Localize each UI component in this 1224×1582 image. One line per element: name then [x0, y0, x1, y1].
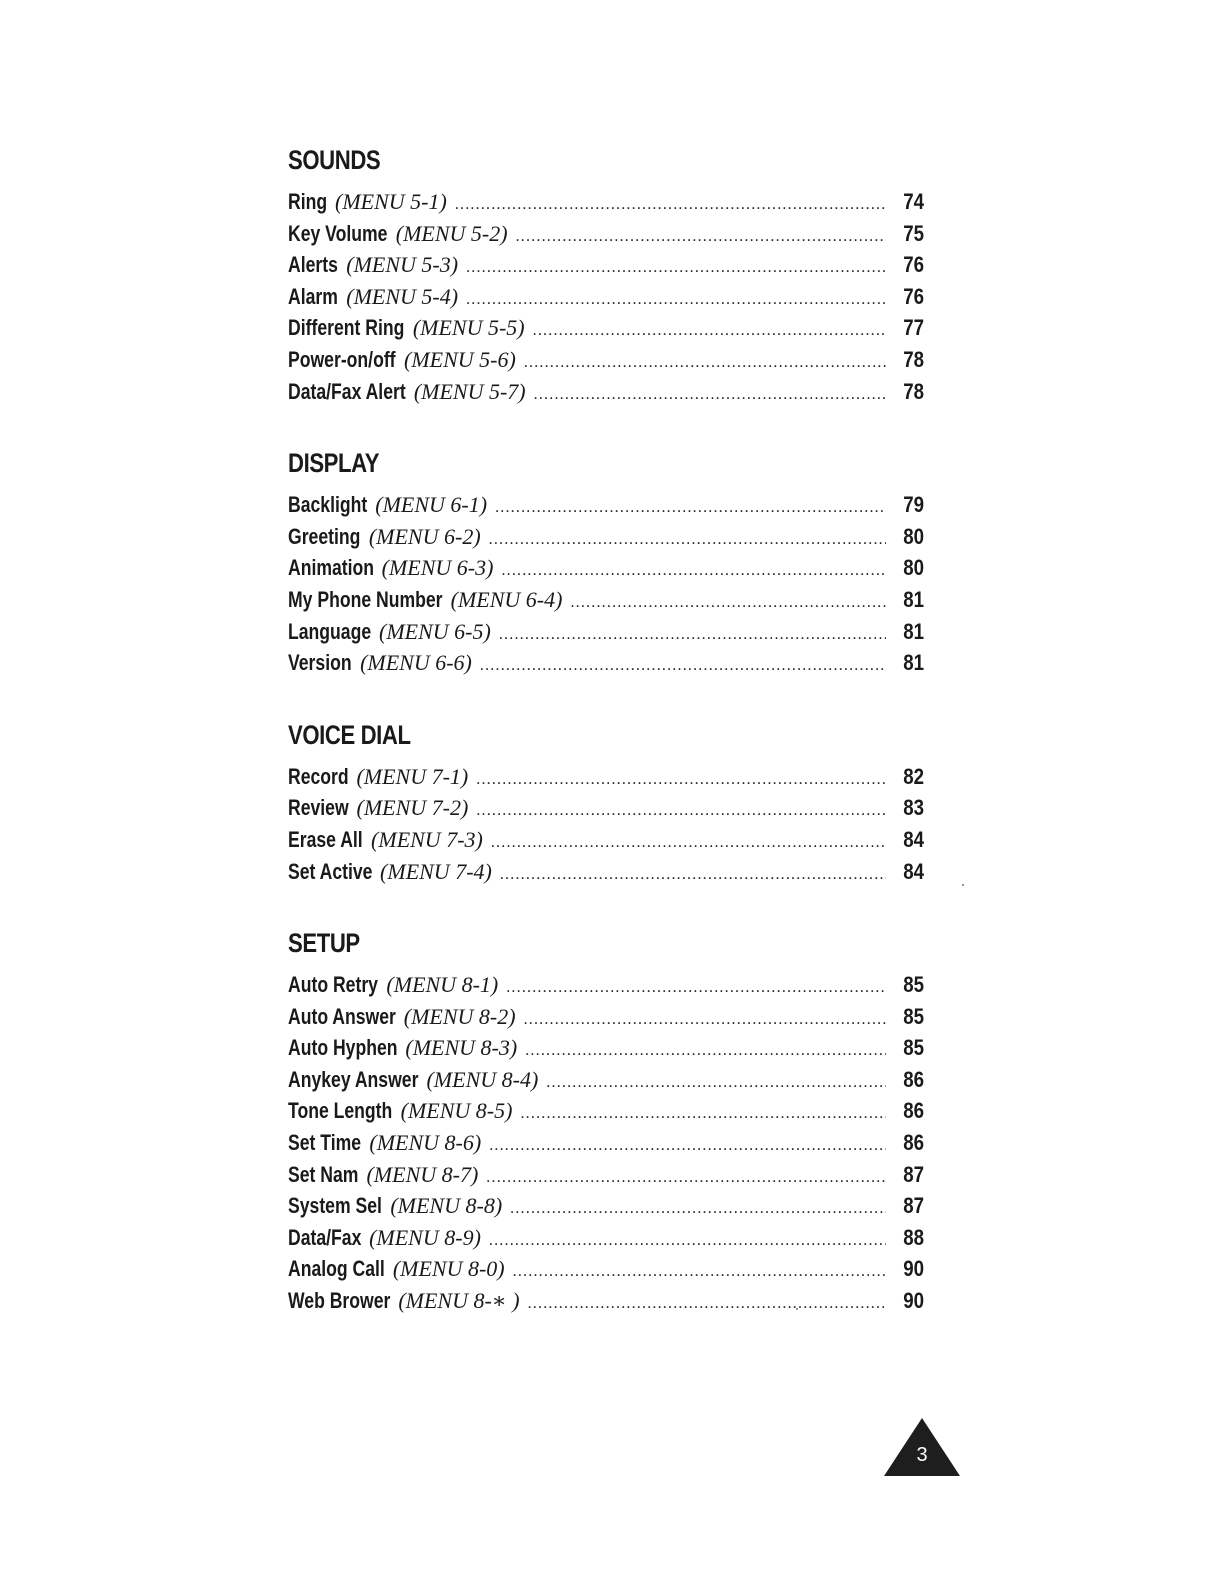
entry-label: Auto Answer: [288, 1003, 396, 1029]
entry-menu-path: (MENU 6-5): [379, 618, 491, 644]
section-sounds: [288, 140, 924, 407]
toc-entry[interactable]: [288, 376, 924, 408]
entry-page-number: 84: [903, 858, 924, 884]
dot-leader: [524, 347, 886, 379]
entry-label: Greeting: [288, 523, 361, 549]
toc-entry[interactable]: [288, 1285, 924, 1317]
entry-label: Alerts: [288, 252, 338, 278]
section-gap: [288, 887, 924, 923]
entry-page-number: 82: [903, 763, 924, 789]
dot-leader: [500, 859, 886, 891]
dot-leader: [489, 524, 886, 556]
entry-label: Data/Fax Alert: [288, 378, 406, 404]
entry-page-number: 85: [903, 972, 924, 998]
entry-menu-path: (MENU 7-1): [356, 763, 469, 789]
entry-label: Language: [288, 618, 372, 644]
page-number: 3: [916, 1444, 928, 1466]
dot-leader: [466, 284, 886, 316]
entry-page-number: 90: [903, 1256, 924, 1282]
entry-page-number: 86: [903, 1130, 924, 1156]
entry-label: Auto Retry: [288, 972, 378, 998]
section-title: SOUNDS: [288, 145, 381, 175]
dot-leader: [480, 650, 886, 682]
dot-leader: [506, 972, 886, 1004]
entry-label: Auto Hyphen: [288, 1035, 398, 1061]
dot-leader: [513, 1256, 886, 1288]
toc-entry[interactable]: [288, 218, 924, 250]
entry-label: Set Time: [288, 1130, 362, 1156]
entry-page-number: 83: [903, 795, 924, 821]
entry-page-number: 84: [903, 826, 924, 852]
toc-entry[interactable]: [288, 521, 924, 553]
entry-label: My Phone Number: [288, 586, 443, 612]
toc-entry[interactable]: [288, 186, 924, 218]
dot-leader: [476, 795, 886, 827]
entry-label: Analog Call: [288, 1256, 385, 1282]
entry-page-number: 85: [903, 1035, 924, 1061]
toc-entry[interactable]: [288, 552, 924, 584]
toc-entry[interactable]: [288, 1032, 924, 1064]
section-title: VOICE DIAL: [288, 719, 411, 750]
entry-menu-path: (MENU 8-1): [386, 972, 499, 998]
scan-speck: [962, 884, 964, 886]
entry-menu-path: (MENU 8-3): [405, 1035, 518, 1061]
section-gap: [288, 407, 924, 443]
entry-label: Data/Fax: [288, 1224, 362, 1250]
toc-entry[interactable]: [288, 1159, 924, 1191]
entry-list: [288, 489, 924, 679]
entry-label: Record: [288, 763, 349, 789]
dot-leader: [476, 764, 886, 796]
entry-label: Backlight: [288, 492, 368, 518]
dot-leader: [510, 1193, 886, 1225]
entry-menu-path: (MENU 5-4): [346, 283, 459, 309]
entry-menu-path: (MENU 8-8): [390, 1193, 503, 1219]
entry-page-number: 77: [903, 315, 924, 341]
entry-menu-path: (MENU 5-3): [346, 252, 459, 278]
dot-leader: [489, 1225, 886, 1257]
toc-entry[interactable]: [288, 647, 924, 679]
entry-menu-path: (MENU 5-7): [413, 378, 526, 404]
toc-entry[interactable]: [288, 584, 924, 616]
dot-leader: [525, 1035, 886, 1067]
section-voice-dial: [288, 715, 924, 887]
entry-page-number: 81: [903, 586, 924, 612]
entry-menu-path: (MENU 8-2): [403, 1003, 516, 1029]
toc-entry[interactable]: [288, 761, 924, 793]
entry-menu-path: (MENU 7-4): [380, 858, 492, 884]
dot-leader: [455, 189, 886, 221]
toc-entry[interactable]: [288, 1190, 924, 1222]
table-of-contents: [288, 140, 924, 1317]
dot-leader: [466, 252, 886, 284]
dot-leader: [495, 492, 886, 524]
entry-label: Erase All: [288, 826, 363, 852]
dot-leader: [491, 827, 886, 859]
entry-menu-path: (MENU 6-6): [360, 650, 472, 676]
entry-menu-path: (MENU 8-6): [369, 1130, 482, 1156]
dot-leader: [486, 1162, 886, 1194]
entry-label: Set Nam: [288, 1161, 359, 1187]
entry-page-number: 80: [903, 523, 924, 549]
scan-speck: [796, 1308, 798, 1310]
toc-entry[interactable]: [288, 249, 924, 281]
section-setup: [288, 923, 924, 1317]
entry-page-number: 85: [903, 1003, 924, 1029]
toc-entry[interactable]: [288, 489, 924, 521]
entry-menu-path: (MENU 6-4): [450, 586, 563, 612]
dot-leader: [528, 1288, 886, 1320]
dot-leader: [501, 555, 886, 587]
entry-page-number: 79: [903, 492, 924, 518]
entry-page-number: 81: [903, 618, 924, 644]
entry-page-number: 74: [903, 189, 924, 214]
entry-menu-path: (MENU 7-2): [356, 795, 469, 821]
section-title: SETUP: [288, 928, 360, 959]
entry-label: Different Ring: [288, 315, 405, 341]
entry-list: [288, 969, 924, 1317]
toc-entry[interactable]: [288, 1095, 924, 1127]
entry-label: Tone Length: [288, 1098, 393, 1124]
dot-leader: [499, 619, 886, 651]
toc-entry[interactable]: [288, 792, 924, 824]
dot-leader: [533, 315, 886, 347]
entry-page-number: 88: [903, 1224, 924, 1250]
entry-page-number: 76: [903, 252, 924, 278]
entry-label: Anykey Answer: [288, 1066, 419, 1092]
toc-entry[interactable]: [288, 1222, 924, 1254]
entry-menu-path: (MENU 5-6): [404, 346, 516, 372]
entry-label: System Sel: [288, 1193, 382, 1219]
dot-leader: [489, 1130, 886, 1162]
entry-page-number: 78: [903, 346, 924, 372]
entry-page-number: 90: [903, 1288, 924, 1314]
entry-label: Review: [288, 795, 349, 821]
toc-entry[interactable]: [288, 1001, 924, 1033]
entry-page-number: 75: [903, 220, 924, 246]
entry-label: Set Active: [288, 858, 373, 884]
entry-page-number: 78: [903, 378, 924, 404]
entry-menu-path: (MENU 5-2): [395, 220, 508, 246]
toc-entry[interactable]: [288, 1127, 924, 1159]
section-display: [288, 443, 924, 679]
entry-page-number: 87: [903, 1161, 924, 1187]
entry-label: Alarm: [288, 283, 338, 309]
toc-entry[interactable]: [288, 1064, 924, 1096]
toc-entry[interactable]: [288, 616, 924, 648]
entry-list: [288, 186, 924, 407]
entry-menu-path: (MENU 8-7): [366, 1161, 479, 1187]
entry-page-number: 81: [903, 650, 924, 676]
entry-page-number: 86: [903, 1066, 924, 1092]
entry-menu-path: (MENU 6-3): [381, 555, 494, 581]
toc-entry[interactable]: [288, 1253, 924, 1285]
section-title: DISPLAY: [288, 448, 380, 479]
entry-menu-path: (MENU 8-0): [392, 1256, 505, 1282]
entry-page-number: 80: [903, 555, 924, 581]
entry-label: Version: [288, 650, 352, 676]
entry-label: Ring: [288, 189, 328, 214]
dot-leader: [524, 1004, 886, 1036]
entry-menu-path: (MENU 6-1): [375, 492, 488, 518]
dot-leader: [516, 221, 886, 253]
entry-menu-path: (MENU 8-∗ ): [398, 1288, 520, 1314]
entry-menu-path: (MENU 7-3): [371, 826, 483, 852]
entry-menu-path: (MENU 8-5): [400, 1098, 513, 1124]
entry-menu-path: (MENU 8-4): [426, 1066, 539, 1092]
dot-leader: [520, 1098, 886, 1130]
entry-label: Key Volume: [288, 220, 388, 246]
entry-label: Power-on/off: [288, 346, 396, 372]
dot-leader: [534, 379, 886, 411]
dot-leader: [546, 1067, 886, 1099]
entry-list: [288, 761, 924, 887]
dot-leader: [570, 587, 886, 619]
toc-entry[interactable]: [288, 312, 924, 344]
entry-menu-path: (MENU 6-2): [368, 523, 481, 549]
section-gap: [288, 679, 924, 715]
entry-page-number: 76: [903, 283, 924, 309]
toc-entry[interactable]: [288, 824, 924, 856]
entry-menu-path: (MENU 5-1): [335, 189, 447, 214]
entry-page-number: 86: [903, 1098, 924, 1124]
entry-menu-path: (MENU 5-5): [412, 315, 525, 341]
toc-entry[interactable]: [288, 969, 924, 1001]
toc-entry[interactable]: [288, 344, 924, 376]
entry-label: Animation: [288, 555, 375, 581]
entry-label: Web Brower: [288, 1288, 391, 1314]
toc-entry[interactable]: [288, 856, 924, 888]
entry-menu-path: (MENU 8-9): [369, 1224, 481, 1250]
entry-page-number: 87: [903, 1193, 924, 1219]
toc-entry[interactable]: [288, 281, 924, 313]
